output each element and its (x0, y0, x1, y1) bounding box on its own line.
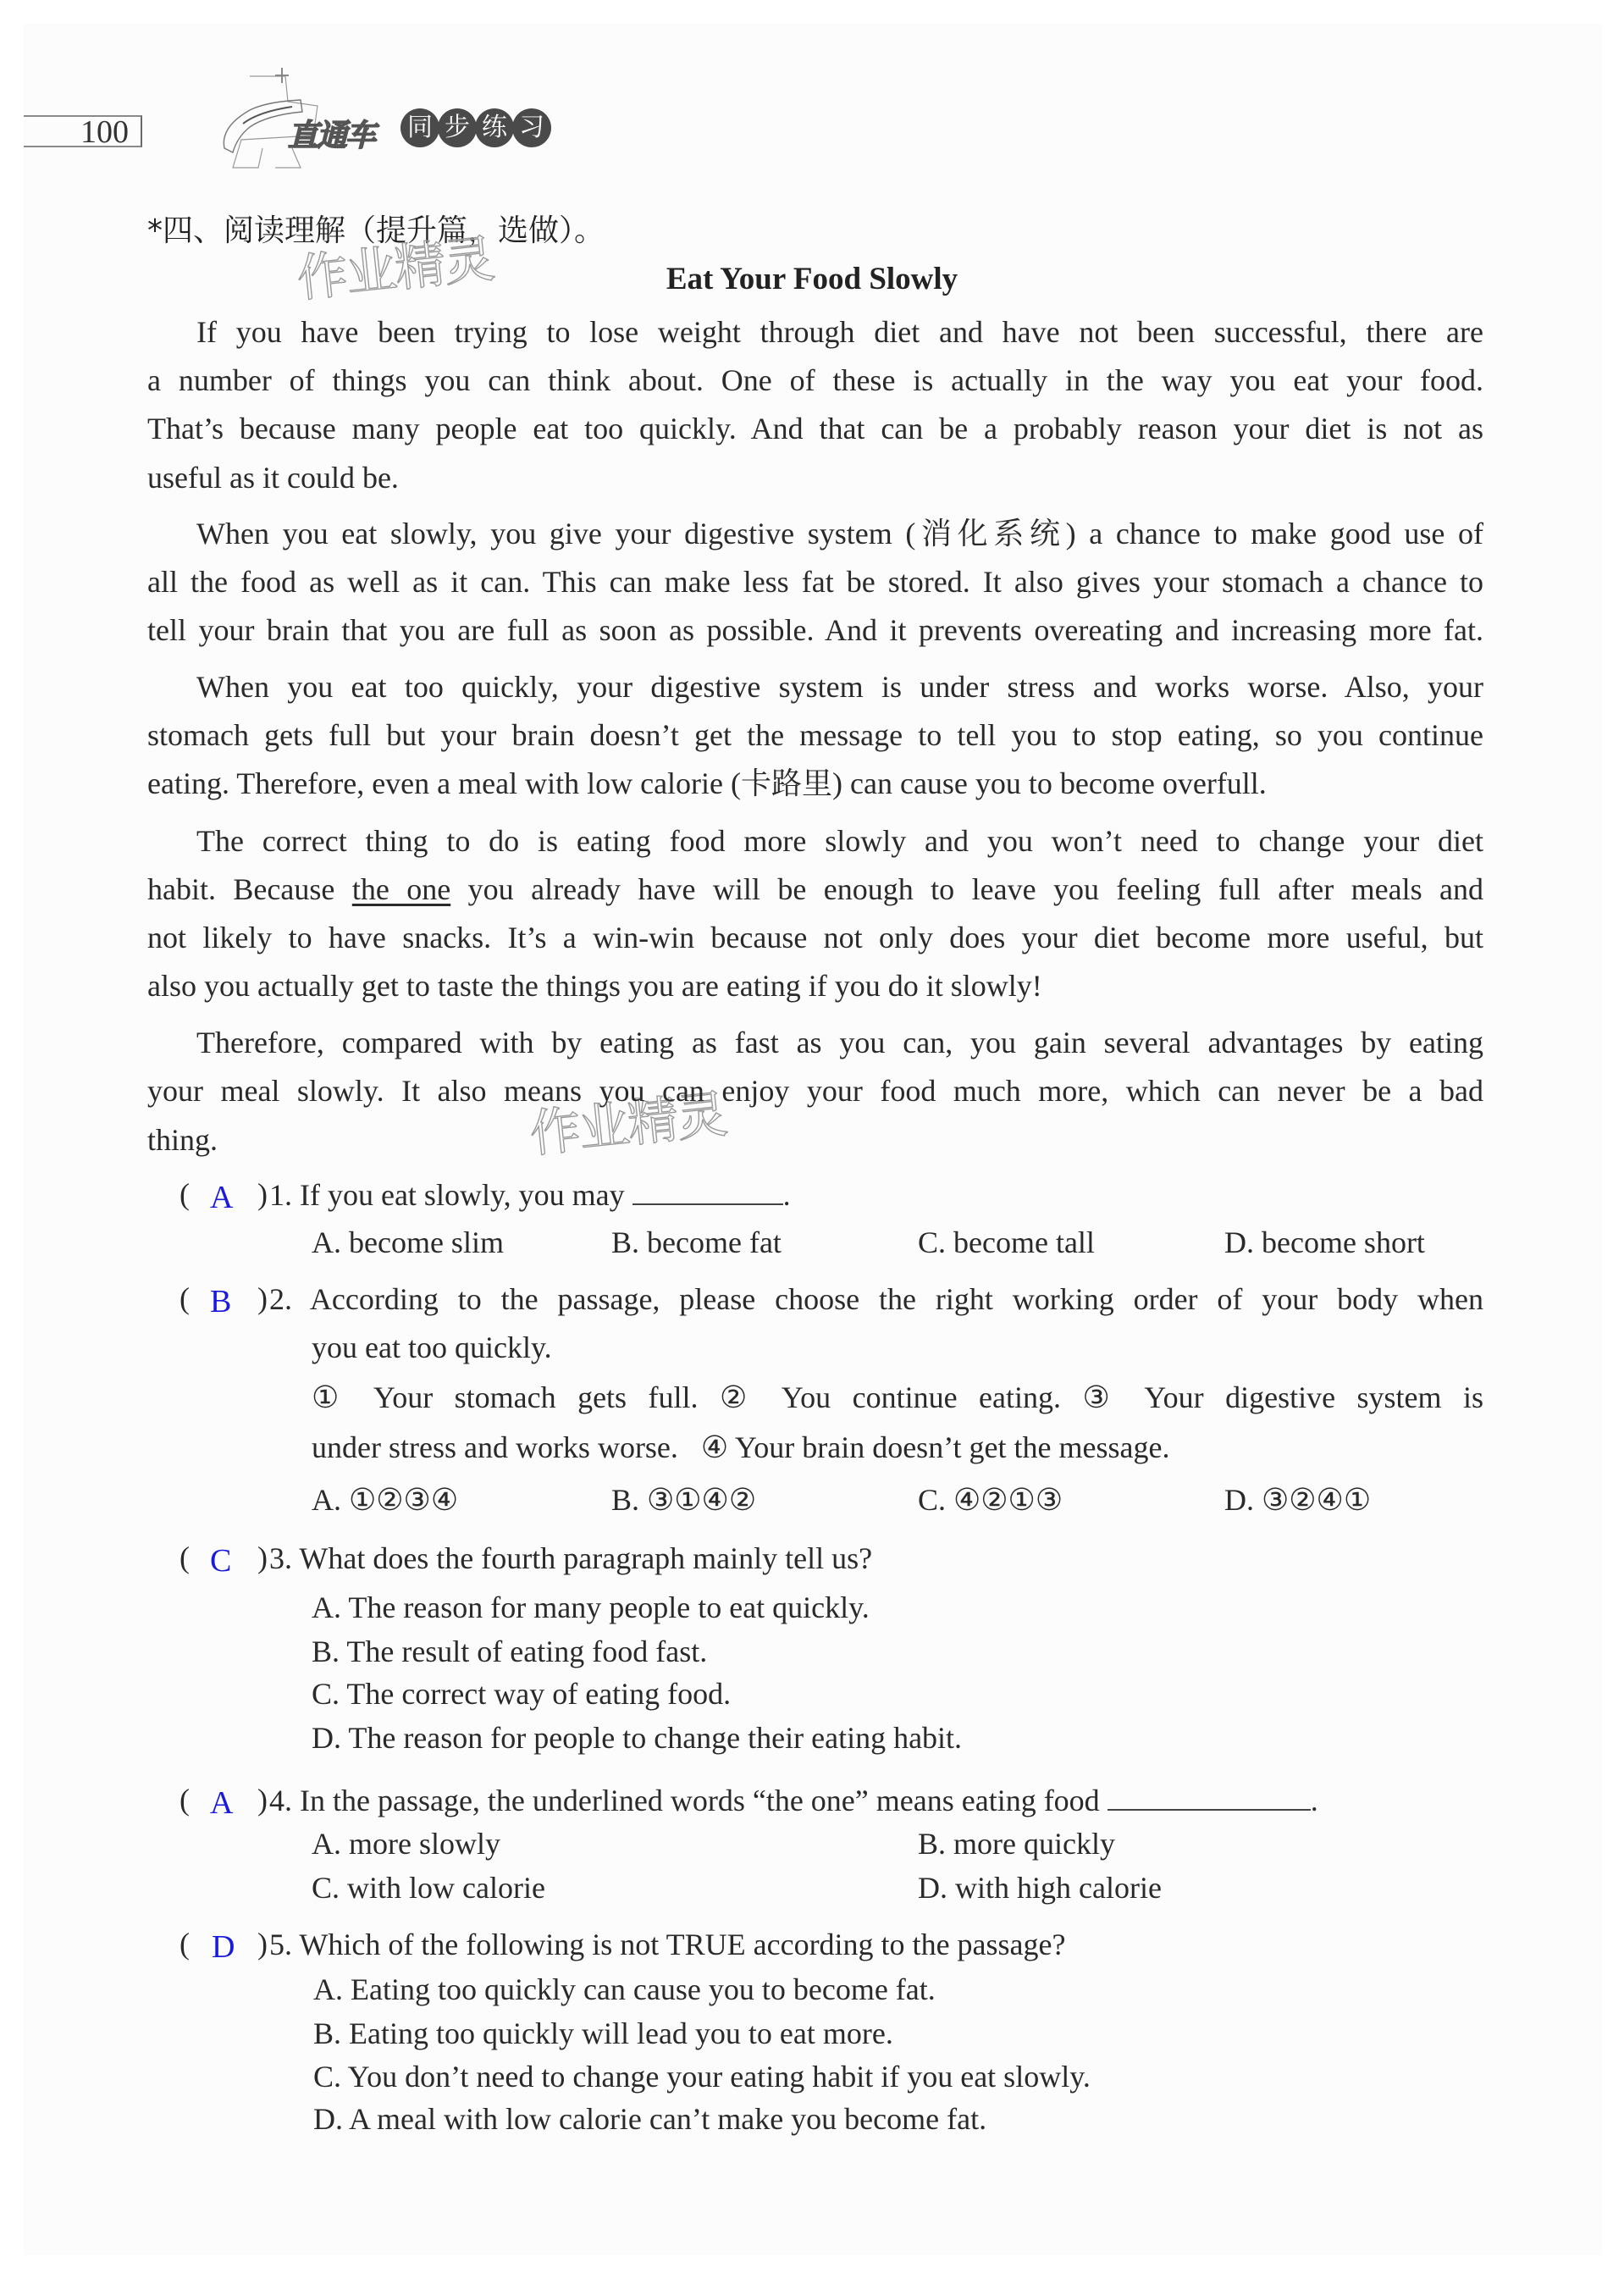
option: B. ③①④② (611, 1483, 757, 1517)
passage-line: stomach gets full but your brain doesn’t get the message to tell you to stop eating, so you continue (147, 718, 1483, 752)
option: D. The reason for people to change their eating habit. (312, 1721, 963, 1755)
passage-line: When you eat too quickly, your digestive system is under stress and works worse. Also, your (196, 670, 1483, 704)
option: A. more slowly (312, 1827, 500, 1861)
option: C. ④②①③ (918, 1483, 1063, 1517)
passage-line: not likely to have snacks. It’s a win-win because not only does your diet become more useful, but (147, 921, 1483, 954)
answer-paren-open: ( (180, 1541, 190, 1574)
passage-line: When you eat slowly, you give your digestive system (消化系统) a chance to make good use of (196, 517, 1483, 550)
passage-line: tell your brain that you are full as soon as possible. And it prevents overeating and increasing more fat. (147, 613, 1483, 647)
option: D. ③②④① (1224, 1483, 1372, 1517)
answer-paren-open: ( (180, 1281, 190, 1315)
option: C. become tall (918, 1225, 1095, 1259)
option: B. more quickly (918, 1827, 1115, 1861)
passage-line: also you actually get to taste the things you are eating if you do it slowly! (147, 969, 1042, 1003)
answer-letter: D (212, 1929, 235, 1965)
question-number: 5. (269, 1928, 292, 1961)
passage-line: thing. (147, 1123, 218, 1157)
passage-title: Eat Your Food Slowly (666, 262, 958, 296)
option: D. become short (1224, 1225, 1425, 1259)
question-stem (269, 1540, 872, 1577)
option: B. The result of eating food fast. (312, 1635, 708, 1668)
passage-text: habit. Because (147, 872, 335, 906)
badge-char: 步 (438, 108, 477, 147)
question-stem: 1. If you eat slowly, you may . (269, 1178, 791, 1212)
option: B. Eating too quickly will lead you to eat more. (313, 2016, 893, 2050)
option: C. The correct way of eating food. (312, 1677, 732, 1711)
badge-char: 同 (400, 108, 439, 147)
badge-char: 习 (512, 108, 551, 147)
series-logo (207, 68, 546, 169)
option: D. A meal with low calorie can’t make you become fat. (313, 2102, 987, 2136)
passage-line: eating. Therefore, even a meal with low calorie (卡路里) can cause you to become overfull. (147, 766, 1267, 800)
question-text: you eat too quickly. (312, 1330, 552, 1364)
passage-text: you already have will be enough to leave you feeling full after meals and (467, 872, 1484, 906)
option: D. with high calorie (918, 1871, 1162, 1905)
page-number-box (24, 114, 142, 150)
passage-line: The correct thing to do is eating food more slowly and you won’t need to change your diet (196, 824, 1483, 858)
option: B. become fat (611, 1225, 782, 1259)
option: A. The reason for many people to eat quickly. (312, 1590, 870, 1624)
question-stem (269, 1281, 1483, 1318)
passage-line: That’s because many people eat too quickly. And that can be a probably reason your diet is not as (147, 412, 1483, 445)
passage-line: your meal slowly. It also means you can enjoy your food much more, which can never be a bad (147, 1074, 1483, 1108)
question-text: under stress and works worse. ④ Your brain doesn’t get the message. (312, 1430, 1170, 1464)
answer-paren-close: ) (257, 1177, 268, 1211)
question-text: What does the fourth paragraph mainly tell us? (299, 1541, 873, 1575)
option: A. ①②③④ (312, 1483, 459, 1517)
option: A. become slim (312, 1225, 504, 1259)
question-text: According to the passage, please choose the right working order of your body when (309, 1282, 1484, 1316)
question-number: 2. (269, 1282, 292, 1316)
answer-paren-open: ( (180, 1927, 190, 1961)
answer-paren-close: ) (257, 1541, 268, 1574)
answer-paren-open: ( (180, 1783, 190, 1817)
answer-blank (1108, 1784, 1311, 1811)
answer-letter: C (210, 1543, 232, 1579)
passage-line-with-underline (147, 871, 1483, 908)
passage-line: a number of things you can think about. One of these is actually in the way you eat your food. (147, 363, 1483, 397)
section-heading: *四、阅读理解（提升篇，选做）。 (147, 213, 605, 248)
question-number: 3. (269, 1541, 292, 1575)
question-text: Which of the following is not TRUE according to the passage? (299, 1928, 1066, 1961)
passage-line: useful as it could be. (147, 461, 399, 495)
question-number: 1. (269, 1178, 292, 1212)
answer-blank (632, 1178, 783, 1205)
answer-letter: A (210, 1785, 234, 1821)
passage-line: If you have been trying to lose weight through diet and have not been successful, there are (196, 315, 1483, 349)
brand-name: 直通车 (288, 119, 375, 153)
passage-line: all the food as well as it can. This can make less fat be stored. It also gives your stomach a chance to (147, 565, 1483, 599)
question-number: 4. (269, 1784, 292, 1817)
answer-paren-close: ) (257, 1783, 268, 1817)
question-text: If you eat slowly, you may (300, 1178, 625, 1212)
watermark: 作业精灵 (527, 1085, 729, 1164)
answer-paren-open: ( (180, 1177, 190, 1211)
page-number: 100 (80, 114, 129, 150)
answer-paren-close: ) (257, 1281, 268, 1315)
passage-line: Therefore, compared with by eating as fast as you can, you gain several advantages by eating (196, 1026, 1483, 1059)
question-stem: 4. In the passage, the underlined words “the one” means eating food . (269, 1784, 1318, 1817)
answer-paren-close: ) (257, 1927, 268, 1961)
badge-char: 练 (475, 108, 514, 147)
question-text: In the passage, the underlined words “the one” means eating food (300, 1784, 1100, 1817)
option: C. You don’t need to change your eating habit if you eat slowly. (313, 2060, 1091, 2094)
question-text: ① Your stomach gets full. ② You continue eating. ③ Your digestive system is (312, 1380, 1483, 1414)
question-stem (269, 1926, 1065, 1963)
underlined-phrase: the one (351, 872, 451, 906)
watermark: 作业精灵 (294, 230, 496, 309)
badge-group (400, 108, 550, 147)
option: A. Eating too quickly can cause you to become fat. (313, 1972, 936, 2006)
answer-letter: A (210, 1180, 234, 1215)
option: C. with low calorie (312, 1871, 545, 1905)
answer-letter: B (210, 1284, 232, 1319)
